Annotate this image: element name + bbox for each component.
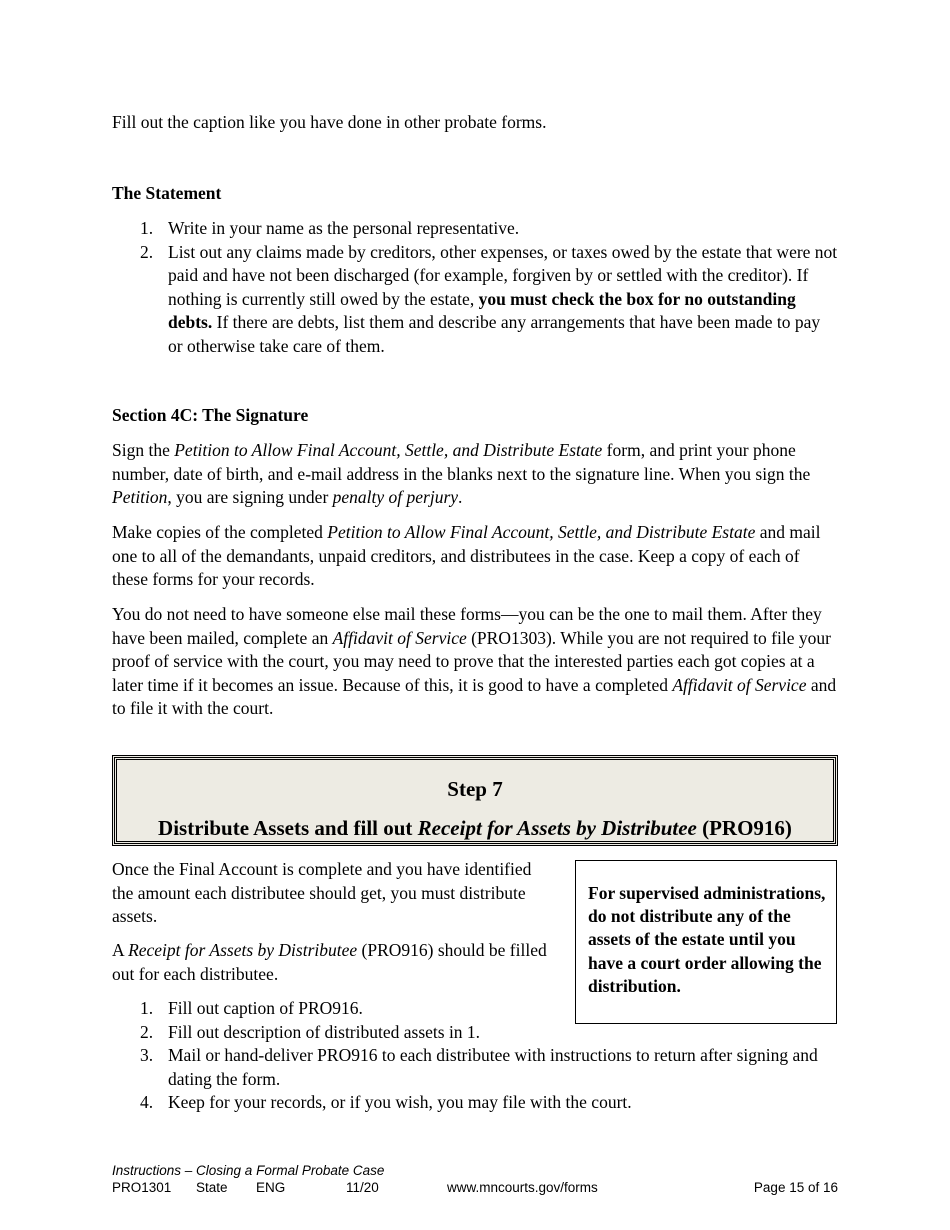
list-item: 1. Write in your name as the personal representative. xyxy=(140,218,520,238)
step-paragraph-1: Once the Final Account is complete and you have identified the amount each distributee should get, you must distribute assets. xyxy=(112,859,532,926)
signature-heading: Section 4C: The Signature xyxy=(112,405,309,425)
footer-url: www.mncourts.gov/forms xyxy=(447,1180,598,1195)
page-footer xyxy=(112,1162,838,1196)
list-item: 3. Mail or hand-deliver PRO916 to each distributee with instructions to return after signing and dating the form. xyxy=(140,1045,818,1089)
step-7-banner xyxy=(112,755,838,846)
statement-list xyxy=(112,217,838,358)
list-item: 2. Fill out description of distributed assets in 1. xyxy=(140,1021,481,1042)
footer-form-number: PRO1301 xyxy=(112,1180,172,1195)
step-subtitle: Distribute Assets and fill out Receipt for Assets by Distributee (PRO916) xyxy=(158,816,792,840)
statement-heading: The Statement xyxy=(112,183,222,203)
footer-doc-title: Instructions – Closing a Formal Probate Case xyxy=(112,1163,385,1178)
signature-paragraph-1: Sign the Petition to Allow Final Account, Settle, and Distribute Estate form, and print your phone number, date of birth, and e-mail address in the blanks next to the signature line. When you sign the Petition, you are signing under penalty of perjury. xyxy=(112,440,811,507)
intro-text: Fill out the caption like you have done in other probate forms. xyxy=(112,112,547,132)
list-item: 4. Keep for your records, or if you wish, you may file with the court. xyxy=(140,1092,632,1112)
step-list xyxy=(112,997,838,1115)
footer-date: 11/20 xyxy=(346,1180,379,1195)
step-paragraph-2: A Receipt for Assets by Distributee (PRO916) should be filled out for each distributee. xyxy=(112,940,547,984)
footer-language: ENG xyxy=(256,1180,286,1195)
supervised-note-box: For supervised administrations, do not distribute any of the assets of the estate until you have a court order allowing the distribution. xyxy=(575,860,837,1024)
footer-state: State xyxy=(196,1180,228,1195)
signature-paragraph-2: Make copies of the completed Petition to Allow Final Account, Settle, and Distribute Estate and mail one to all of the demandants, unpaid creditors, and distributees in the case. Keep a copy of each of these forms for your records. xyxy=(112,522,821,589)
step-title: Step 7 xyxy=(447,777,503,801)
signature-paragraph-3: You do not need to have someone else mail these forms—you can be the one to mail them. After they have been mailed, complete an Affidavit of Service (PRO1303). While you are not required to file your proof of service with the court, you may need to prove that the interested parties each got copies at a later time if it becomes an issue. Because of this, it is good to have a completed Affidavit of Service and to file it with the court. xyxy=(112,604,837,718)
list-item: 2. List out any claims made by creditors, other expenses, or taxes owed by the estate that were not paid and have not been discharged (for example, forgiven by or settled with the creditor). If nothing is currently still owed by the estate, you must check the box for no outstanding debts. If there are debts, list them and describe any arrangements that have been made to pay or otherwise take care of them. xyxy=(140,241,838,356)
footer-page-number: Page 15 of 16 xyxy=(753,1180,838,1195)
list-item: 1. Fill out caption of PRO916. xyxy=(140,998,363,1018)
